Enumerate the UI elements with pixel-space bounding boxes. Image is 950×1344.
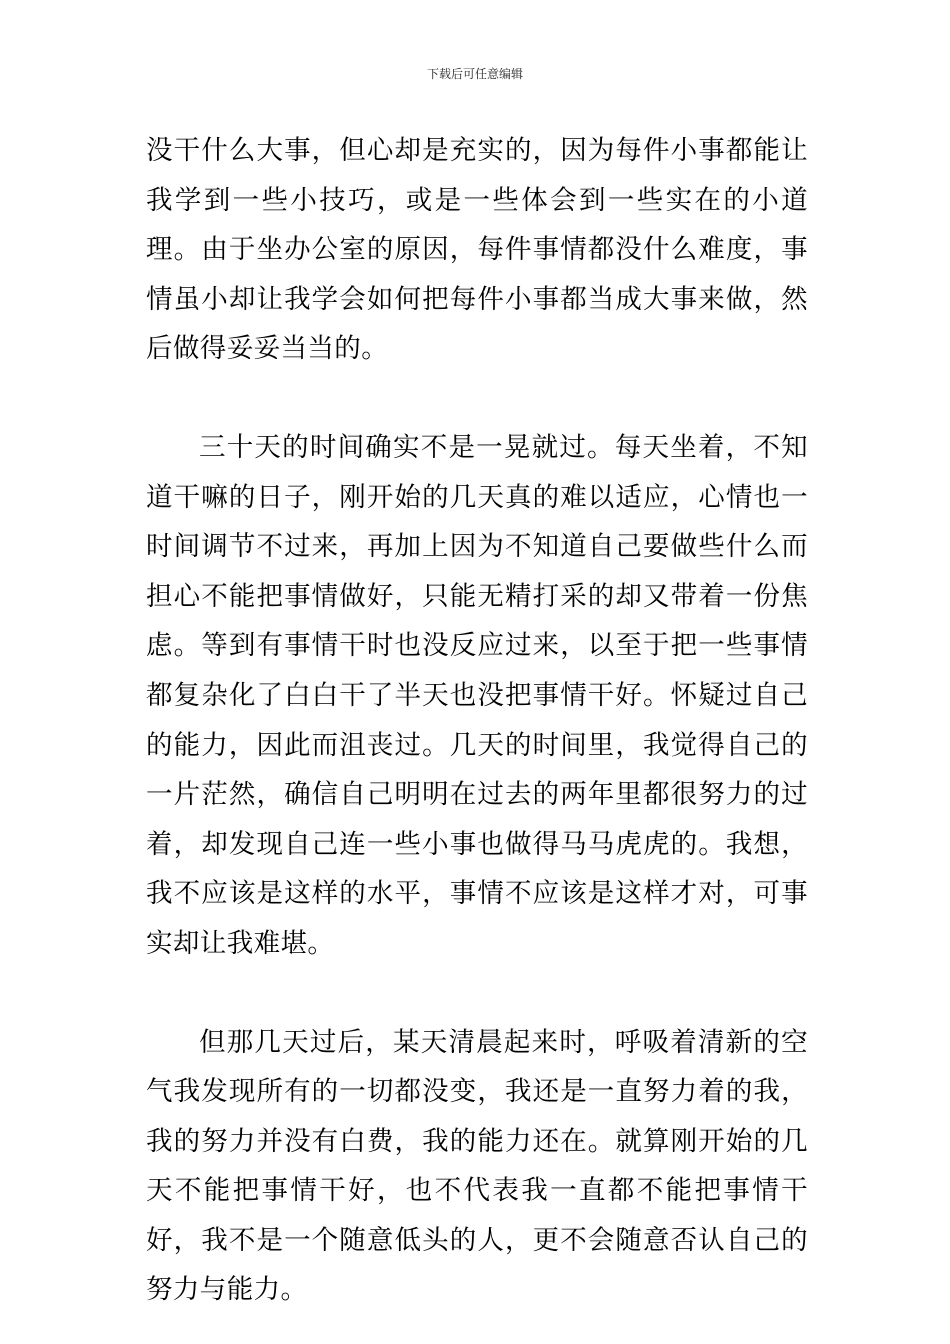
paragraph-3: 但那几天过后，某天清晨起来时，呼吸着清新的空气我发现所有的一切都没变，我还是一直努力着的我，我的努力并没有白费，我的能力还在。就算刚开始的几天不能把事情干好，也不代表我一直都不能把事情干好，我不是一个随意低头的人，更不会随意否认自己的努力与能力。 [146, 1026, 808, 1306]
paragraph-2: 三十天的时间确实不是一晃就过。每天坐着，不知道干嘛的日子，刚开始的几天真的难以适应，心情也一时间调节不过来，再加上因为不知道自己要做些什么而担心不能把事情做好，只能无精打采的却又带着一份焦虑。等到有事情干时也没反应过来，以至于把一些事情都复杂化了白白干了半天也没把事情干好。怀疑过自己的能力，因此而沮丧过。几天的时间里，我觉得自己的一片茫然，确信自己明明在过去的两年里都很努力的过着，却发现自己连一些小事也做得马马虎虎的。我想，我不应该是这样的水平，事情不应该是这样才对，可事实却让我难堪。 [146, 431, 808, 959]
paragraph-1: 没干什么大事，但心却是充实的，因为每件小事都能让我学到一些小技巧，或是一些体会到一些实在的小道理。由于坐办公室的原因，每件事情都没什么难度，事情虽小却让我学会如何把每件小事都当成大事来做，然后做得妥妥当当的。 [146, 135, 808, 365]
document-body [146, 126, 808, 1315]
page-header-note: 下载后可任意编辑 [426, 67, 523, 81]
